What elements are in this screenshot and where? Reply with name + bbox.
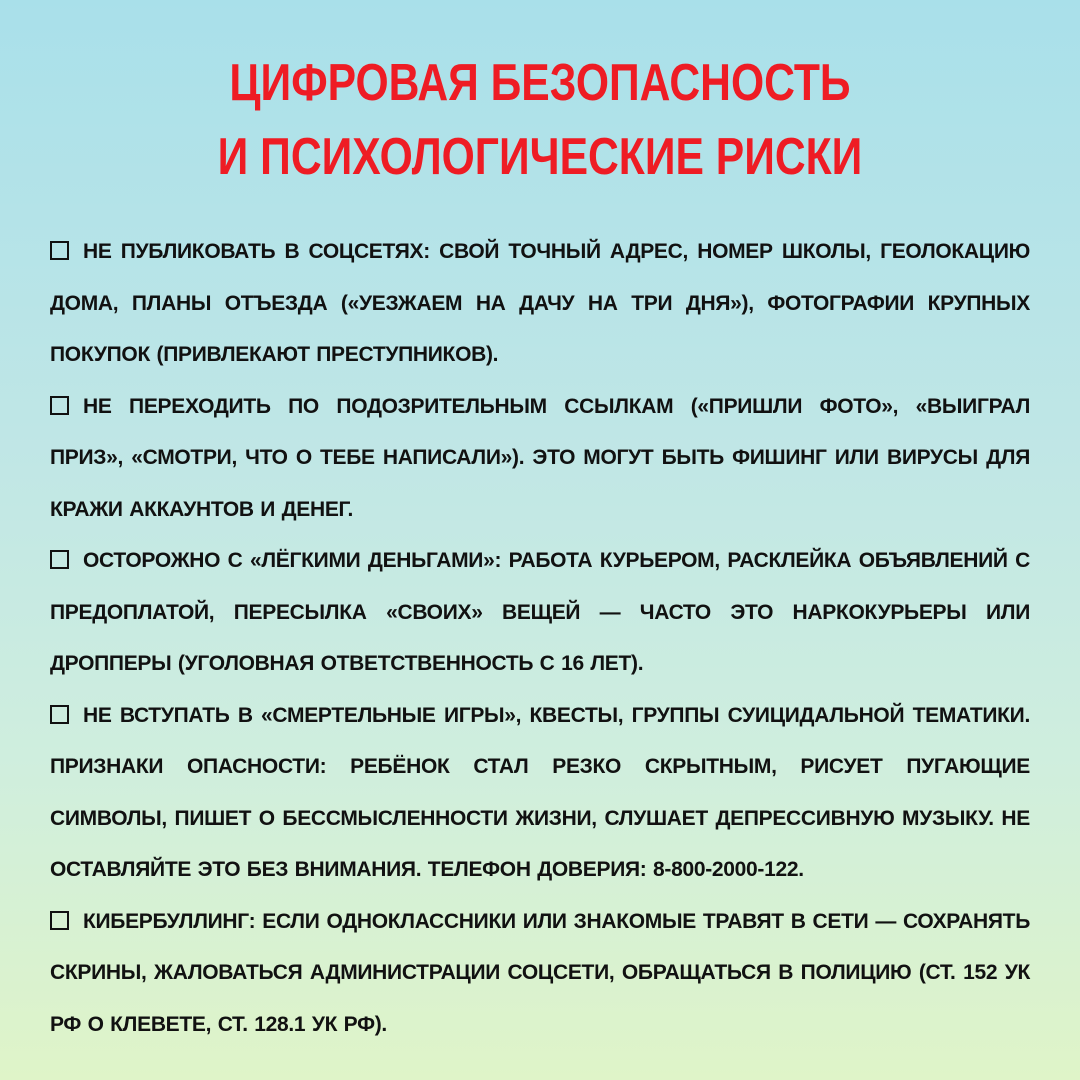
checkbox-icon xyxy=(50,241,69,260)
checkbox-icon xyxy=(50,705,69,724)
tip-item-easy-money xyxy=(50,535,1030,690)
title-line-1: ЦИФРОВАЯ БЕЗОПАСНОСТЬ xyxy=(229,54,851,112)
tip-item-suspicious-links xyxy=(50,381,1030,536)
tip-text-suspicious-links: НЕ ПЕРЕХОДИТЬ ПО ПОДОЗРИТЕЛЬНЫМ ССЫЛКАМ («ПРИШЛИ ФОТО», «ВЫИГРАЛ ПРИЗ», «СМОТРИ, ЧТО О ТЕБЕ НАПИСАЛИ»). ЭТО МОГУТ БЫТЬ ФИШИНГ ИЛИ ВИРУСЫ ДЛЯ КРАЖИ АККАУНТОВ И ДЕНЕГ. xyxy=(50,394,1030,521)
checkbox-icon xyxy=(50,911,69,930)
tip-text-privacy: НЕ ПУБЛИКОВАТЬ В СОЦСЕТЯХ: СВОЙ ТОЧНЫЙ АДРЕС, НОМЕР ШКОЛЫ, ГЕОЛОКАЦИЮ ДОМА, ПЛАНЫ ОТЪЕЗДА («УЕЗЖАЕМ НА ДАЧУ НА ТРИ ДНЯ»), ФОТОГРАФИИ КРУПНЫХ ПОКУПОК (ПРИВЛЕКАЮТ ПРЕСТУПНИКОВ). xyxy=(50,240,1030,366)
checkbox-icon xyxy=(50,550,69,569)
tip-item-privacy xyxy=(50,226,1030,381)
tip-text-cyberbullying: КИБЕРБУЛЛИНГ: ЕСЛИ ОДНОКЛАССНИКИ ИЛИ ЗНАКОМЫЕ ТРАВЯТ В СЕТИ — СОХРАНЯТЬ СКРИНЫ, ЖАЛОВАТЬСЯ АДМИНИСТРАЦИИ СОЦСЕТИ, ОБРАЩАТЬСЯ В ПОЛИЦИЮ (СТ. 152 УК РФ О КЛЕВЕТЕ, СТ. 128.1 УК РФ). xyxy=(50,909,1030,1036)
tip-item-deadly-games xyxy=(50,690,1030,896)
tips-list xyxy=(50,226,1030,1050)
checkbox-icon xyxy=(50,396,69,415)
tip-text-easy-money: ОСТОРОЖНО С «ЛЁГКИМИ ДЕНЬГАМИ»: РАБОТА КУРЬЕРОМ, РАСКЛЕЙКА ОБЪЯВЛЕНИЙ С ПРЕДОПЛАТОЙ, ПЕРЕСЫЛКА «СВОИХ» ВЕЩЕЙ — ЧАСТО ЭТО НАРКОКУРЬЕРЫ ИЛИ ДРОППЕРЫ (УГОЛОВНАЯ ОТВЕТСТВЕННОСТЬ С 16 ЛЕТ). xyxy=(50,549,1030,675)
title-line-2: И ПСИХОЛОГИЧЕСКИЕ РИСКИ xyxy=(217,128,863,186)
page-title xyxy=(0,46,1080,194)
tip-item-cyberbullying xyxy=(50,896,1030,1051)
tip-text-deadly-games: НЕ ВСТУПАТЬ В «СМЕРТЕЛЬНЫЕ ИГРЫ», КВЕСТЫ, ГРУППЫ СУИЦИДАЛЬНОЙ ТЕМАТИКИ. ПРИЗНАКИ ОПАСНОСТИ: РЕБЁНОК СТАЛ РЕЗКО СКРЫТНЫМ, РИСУЕТ ПУГАЮЩИЕ СИМВОЛЫ, ПИШЕТ О БЕССМЫСЛЕННОСТИ ЖИЗНИ, СЛУШАЕТ ДЕПРЕССИВНУЮ МУЗЫКУ. НЕ ОСТАВЛЯЙТЕ ЭТО БЕЗ ВНИМАНИЯ. ТЕЛЕФОН ДОВЕРИЯ: 8-800-2000-122. xyxy=(50,703,1030,881)
